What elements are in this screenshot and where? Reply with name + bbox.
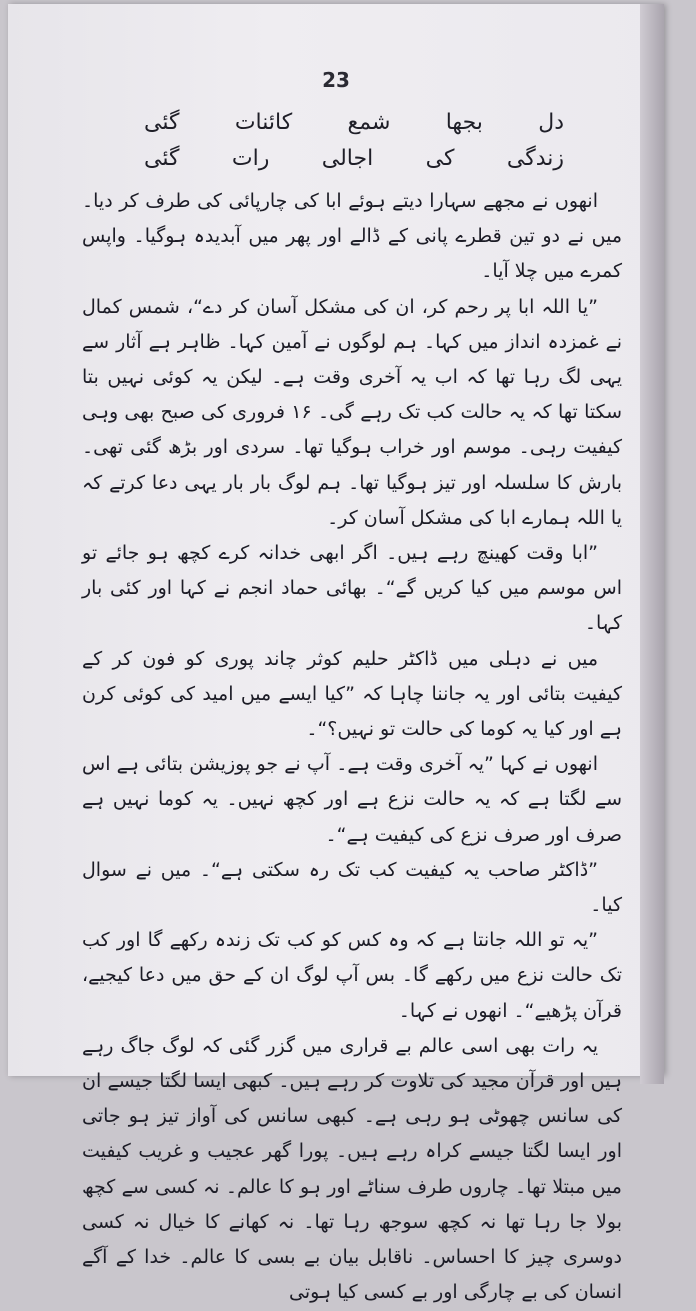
- paragraph: میں نے دہلی میں ڈاکٹر حلیم کوثر چاند پوری کو فون کر کے کیفیت بتائی اور یہ جاننا چاہا کہ ”کیا ایسے میں امید کی کوئی کرن ہے اور کیا یہ کوما کی حالت تو نہیں؟“۔: [82, 647, 622, 741]
- book-page: [8, 4, 664, 1304]
- verse-line-2: [144, 146, 564, 171]
- verse-word: زندگی: [506, 146, 564, 171]
- verse-word: شمع: [347, 110, 391, 135]
- page-number: 23: [322, 68, 350, 92]
- verse-word: اجالی: [321, 146, 374, 171]
- paragraph: ”یہ تو اللہ جانتا ہے کہ وہ کس کو کب تک زندہ رکھے گا اور کب تک حالت نزع میں رکھے گا۔ بس آپ لوگ ان کے حق میں دعا کیجیے، قرآن پڑھیے“۔ انھوں نے کہا۔: [82, 929, 622, 1022]
- paragraph: ”یا اللہ ابا پر رحم کر، ان کی مشکل آسان کر دے“، شمس کمال نے غمزدہ انداز میں کہا۔ ہم لوگوں نے آمین کہا۔ ظاہر ہے آثار سے یہی لگ رہا تھا کہ اب یہ آخری وقت ہے۔ لیکن یہ کوئی نہیں بتا سکتا تھا کہ یہ حالت کب تک رہے گی۔ ۱۶ فروری کی صبح بھی وہی کیفیت رہی۔ موسم اور خراب ہوگیا تھا۔ سردی اور بڑھ گئی تھی۔ بارش کا سلسلہ اور تیز ہوگیا تھا۔ ہم لوگ بار بار یہی دعا کرتے کہ یا اللہ ہمارے ابا کی مشکل آسان کر۔: [82, 295, 623, 529]
- verse-word: گئی: [144, 110, 180, 135]
- verse-word: کائنات: [234, 110, 293, 135]
- verse-word: رات: [231, 146, 270, 171]
- paragraph: ”ڈاکٹر صاحب یہ کیفیت کب تک رہ سکتی ہے“۔ میں نے سوال کیا۔: [82, 858, 622, 917]
- body-text: [82, 184, 622, 1311]
- paragraph: انھوں نے مجھے سہارا دیتے ہوئے ابا کی چارپائی کی طرف کر دیا۔ میں نے دو تین قطرے پانی کے ڈالے اور پھر میں آبدیدہ ہوگیا۔ واپس کمرے میں چلا آیا۔: [82, 190, 622, 283]
- book-spine-shadow: [640, 4, 664, 1084]
- verse-word: گئی: [144, 146, 180, 171]
- verse-word: دل: [538, 110, 564, 135]
- paragraph: انھوں نے کہا ”یہ آخری وقت ہے۔ آپ نے جو پوزیشن بتائی ہے اس سے لگتا ہے کہ یہ حالت نزع ہے اور کچھ نہیں۔ یہ کوما نہیں ہے صرف اور صرف نزع کی کیفیت ہے“۔: [82, 753, 622, 846]
- paragraph: ”ابا وقت کھینچ رہے ہیں۔ اگر ابھی خدانہ کرے کچھ ہو جائے تو اس موسم میں کیا کریں گے“۔ بھائی حماد انجم نے کہا اور کئی بار کہا۔: [82, 542, 622, 635]
- verse-word: کی: [425, 146, 455, 171]
- paragraph: یہ رات بھی اسی عالم بے قراری میں گزر گئی کہ لوگ جاگ رہے ہیں اور قرآن مجید کی تلاوت کر رہے ہیں۔ کبھی ایسا لگتا جیسے ان کی سانس چھوٹی ہو رہی ہے۔ کبھی سانس کی آواز تیز ہو جاتی اور ایسا لگتا جیسے کراہ رہے ہیں۔ پورا گھر عجیب و غریب کیفیت میں مبتلا تھا۔ چاروں طرف سناٹے اور ہو کا عالم۔ نہ کسی سے کچھ بولا جا رہا تھا نہ کچھ سوجھ رہا تھا۔ نہ کھانے کا خیال نہ کسی دوسری چیز کا احساس۔ ناقابل بیان بے بسی کا عالم۔ خدا کے آگے انسان کی بے چارگی اور بے کسی کیا ہوتی: [82, 1034, 622, 1304]
- verse-line-1: [144, 110, 564, 135]
- verse-word: بجھا: [445, 110, 483, 135]
